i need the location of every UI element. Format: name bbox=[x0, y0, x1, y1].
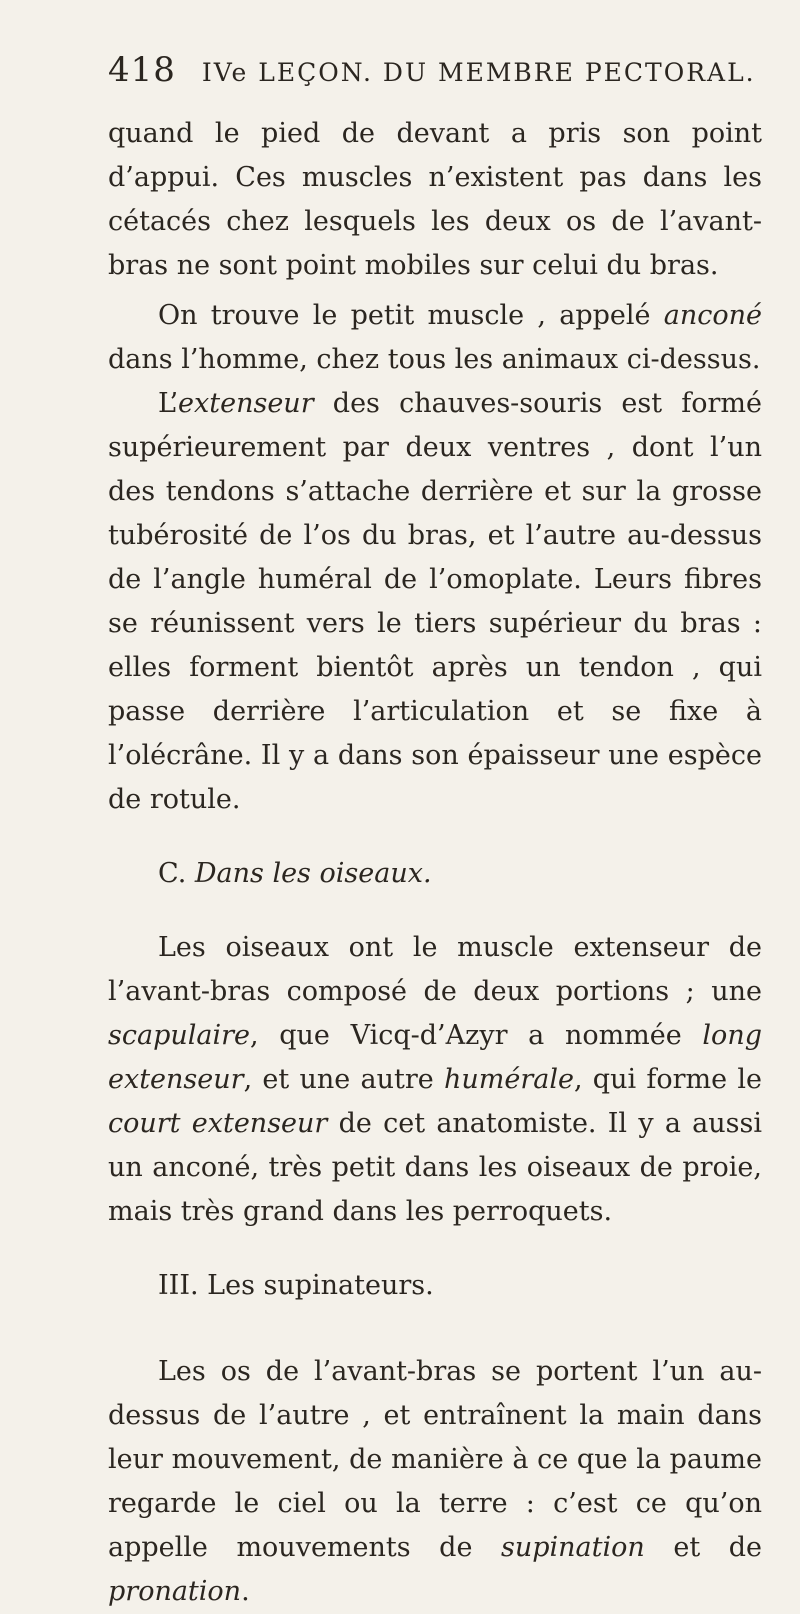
section-letter: C. bbox=[158, 858, 195, 889]
section-iii-heading: III. Les supinateurs. bbox=[158, 1270, 434, 1301]
paragraph-1-text: quand le pied de devant a pris son point d’appui. Ces muscles n’existent pas dans les cétacés chez lesquels les deux os de l’avant-bras ne sont point mobiles sur celui du bras. bbox=[108, 118, 762, 281]
text-run: dans l’homme, chez tous les animaux ci-dessus. bbox=[108, 344, 761, 375]
text-run: des chauves-souris est formé supérieurement par deux ventres , dont l’un des tendons s’attache derrière et sur la grosse tubérosité de l’os du bras, et l’autre au-dessus de l’angle huméral de l’omoplate. Leurs fibres se réunissent vers le tiers supérieur du bras : elles forment bientôt après un tendon , qui passe derrière l’articulation et se fixe à l’olécrâne. Il y a dans son épaisseur une espèce de rotule. bbox=[108, 388, 762, 815]
page-number: 418 bbox=[108, 50, 176, 90]
paragraph-extenseur bbox=[108, 382, 762, 822]
italic-term: anconé bbox=[663, 300, 762, 331]
text-run: , que Vicq-d’Azyr a nommée bbox=[250, 1020, 703, 1051]
paragraph-oiseaux bbox=[108, 926, 762, 1234]
italic-term: pronation bbox=[108, 1576, 242, 1607]
text-run: , qui forme le bbox=[573, 1064, 762, 1095]
text-run: L’ bbox=[158, 388, 179, 419]
italic-term: humérale bbox=[443, 1064, 574, 1095]
running-head bbox=[108, 50, 762, 90]
section-title: Dans les oiseaux. bbox=[194, 858, 432, 889]
text-run: , et une autre bbox=[243, 1064, 444, 1095]
paragraph-1 bbox=[108, 112, 762, 288]
text-run: Les os de l’avant-bras se portent l’un au-dessus de l’autre , et entraînent la main dans leur mouvement, de manière à ce que la paume regarde le ciel ou la terre : c’est ce qu’on appelle mouvements de bbox=[108, 1356, 762, 1563]
italic-term: extenseur bbox=[178, 388, 314, 419]
paragraph-anconé bbox=[108, 294, 762, 382]
italic-term: long extenseur bbox=[108, 1020, 762, 1095]
section-c-heading bbox=[108, 852, 762, 896]
italic-term: scapulaire bbox=[108, 1020, 251, 1051]
running-title: IVe LEÇON. DU MEMBRE PECTORAL. bbox=[201, 58, 756, 87]
text-run: . bbox=[241, 1576, 250, 1607]
text-run: On trouve le petit muscle , appelé bbox=[158, 300, 664, 331]
italic-term: supination bbox=[501, 1532, 645, 1563]
paragraph-supinateurs bbox=[108, 1350, 762, 1614]
text-run: de cet anatomiste. Il y a aussi un anconé, très petit dans les oiseaux de proie, mais très grand dans les perroquets. bbox=[108, 1108, 763, 1227]
text-run: Les oiseaux ont le muscle extenseur de l’avant-bras composé de deux portions ; une bbox=[108, 932, 762, 1007]
italic-term: court extenseur bbox=[108, 1108, 328, 1139]
text-run: et de bbox=[644, 1532, 762, 1563]
